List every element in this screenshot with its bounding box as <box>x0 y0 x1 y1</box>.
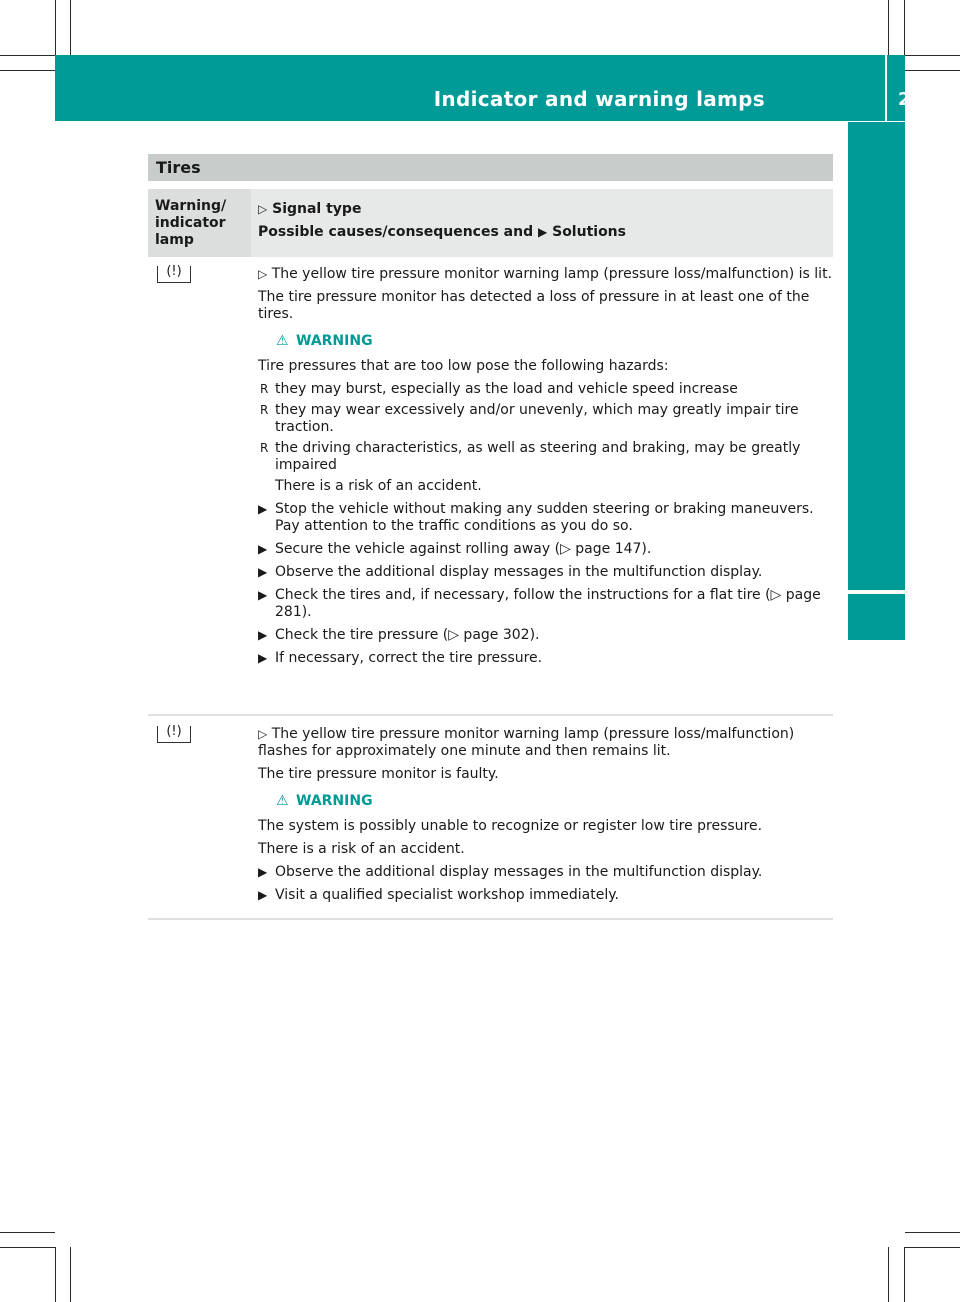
crop-mark <box>905 1247 960 1248</box>
risk-text: There is a risk of an accident. <box>275 478 482 494</box>
crop-mark <box>70 0 71 55</box>
crop-mark <box>70 1247 71 1302</box>
table-header-col1 <box>148 189 251 257</box>
table-row <box>258 726 833 910</box>
section-title: Tires <box>156 158 201 177</box>
side-chapter-label: On-board computer and displays <box>846 193 870 580</box>
action-icon: ▶ <box>538 225 548 239</box>
header-lamp-label: Warning/ indicator lamp <box>155 198 227 248</box>
list-item: ▶ Observe the additional display messages in the multifunction display. <box>258 564 763 580</box>
page-number: 245 <box>898 89 936 110</box>
crop-mark <box>0 70 55 71</box>
action-icon: ▶ <box>258 542 268 556</box>
header-causes: Possible causes/consequences and <box>258 224 534 240</box>
tire-pressure-lamp-icon: (!) <box>157 726 191 743</box>
crop-mark <box>888 0 889 55</box>
action-icon: ▶ <box>258 565 268 579</box>
crop-mark <box>888 1247 889 1302</box>
crop-mark <box>905 55 960 56</box>
cause-text: The tire pressure monitor has detected a loss of pressure in at least one of the tires. <box>258 289 810 322</box>
list-item: ▶ Observe the additional display messages in the multifunction display. <box>258 864 763 880</box>
crop-mark <box>0 55 55 56</box>
crop-mark <box>905 1232 960 1233</box>
warning-text: The system is possibly unable to recognize or register low tire pressure. <box>258 818 763 834</box>
bullet-marker: R <box>260 403 269 417</box>
list-item: R they may wear excessively and/or unevenly, which may greatly impair tire traction. <box>260 402 799 435</box>
crop-mark <box>904 0 905 55</box>
list-item: R they may burst, especially as the load and vehicle speed increase <box>260 381 738 397</box>
warning-heading: ⚠ WARNING <box>276 333 373 349</box>
list-item: ▶ Check the tire pressure (▷ page 302). <box>258 627 540 643</box>
risk-text: There is a risk of an accident. <box>258 841 465 857</box>
header-solutions: Solutions <box>552 224 626 240</box>
page-header <box>55 55 936 121</box>
list-item: ▶ Visit a qualified specialist workshop immediately. <box>258 887 619 903</box>
signal-icon: ▷ <box>258 727 268 741</box>
crop-mark <box>55 1247 56 1302</box>
cause-text: The tire pressure monitor is faulty. <box>258 766 499 782</box>
tire-pressure-lamp-icon: (!) <box>157 266 191 283</box>
header-separator <box>885 55 887 121</box>
crop-mark <box>905 70 960 71</box>
list-item: R the driving characteristics, as well as steering and braking, may be greatly impaired <box>260 440 801 473</box>
warning-intro: Tire pressures that are too low pose the following hazards: <box>258 358 669 374</box>
list-item: ▶ If necessary, correct the tire pressure. <box>258 650 543 666</box>
warning-triangle-icon: ⚠ <box>276 793 289 809</box>
list-item: ▶ Secure the vehicle against rolling away (▷ page 147). <box>258 541 652 557</box>
bullet-marker: R <box>260 441 269 455</box>
action-icon: ▶ <box>258 651 268 665</box>
crop-mark <box>904 1247 905 1302</box>
signal-description: ▷ The yellow tire pressure monitor warning lamp (pressure loss/malfunction) flashes for approximately one minute and then remains lit. <box>258 726 795 759</box>
header-signal-column <box>258 198 626 244</box>
chapter-title: Indicator and warning lamps <box>433 87 765 111</box>
action-icon: ▶ <box>258 588 268 602</box>
section-bar <box>148 154 833 181</box>
crop-mark <box>0 1247 55 1248</box>
signal-icon: ▷ <box>258 267 268 281</box>
table-row <box>258 266 833 673</box>
header-signal-type: Signal type <box>272 201 362 217</box>
side-tab-marker <box>848 594 905 640</box>
crop-mark <box>55 0 56 55</box>
signal-description: ▷ The yellow tire pressure monitor warning lamp (pressure loss/malfunction) is lit. <box>258 266 833 282</box>
bullet-marker: R <box>260 382 269 396</box>
action-icon: ▶ <box>258 888 268 902</box>
warning-heading: ⚠ WARNING <box>276 793 373 809</box>
action-icon: ▶ <box>258 628 268 642</box>
row-divider <box>148 714 833 716</box>
crop-mark <box>0 1232 55 1233</box>
table-header <box>148 189 833 257</box>
action-icon: ▶ <box>258 502 268 516</box>
signal-icon: ▷ <box>258 202 268 216</box>
action-icon: ▶ <box>258 865 268 879</box>
list-item: ▶ Stop the vehicle without making any sudden steering or braking maneuvers. Pay attention to the traffic conditions as you do so. <box>258 501 814 534</box>
row-divider <box>148 918 833 920</box>
warning-triangle-icon: ⚠ <box>276 333 289 349</box>
list-item: ▶ Check the tires and, if necessary, follow the instructions for a flat tire (▷ page 281). <box>258 587 821 620</box>
